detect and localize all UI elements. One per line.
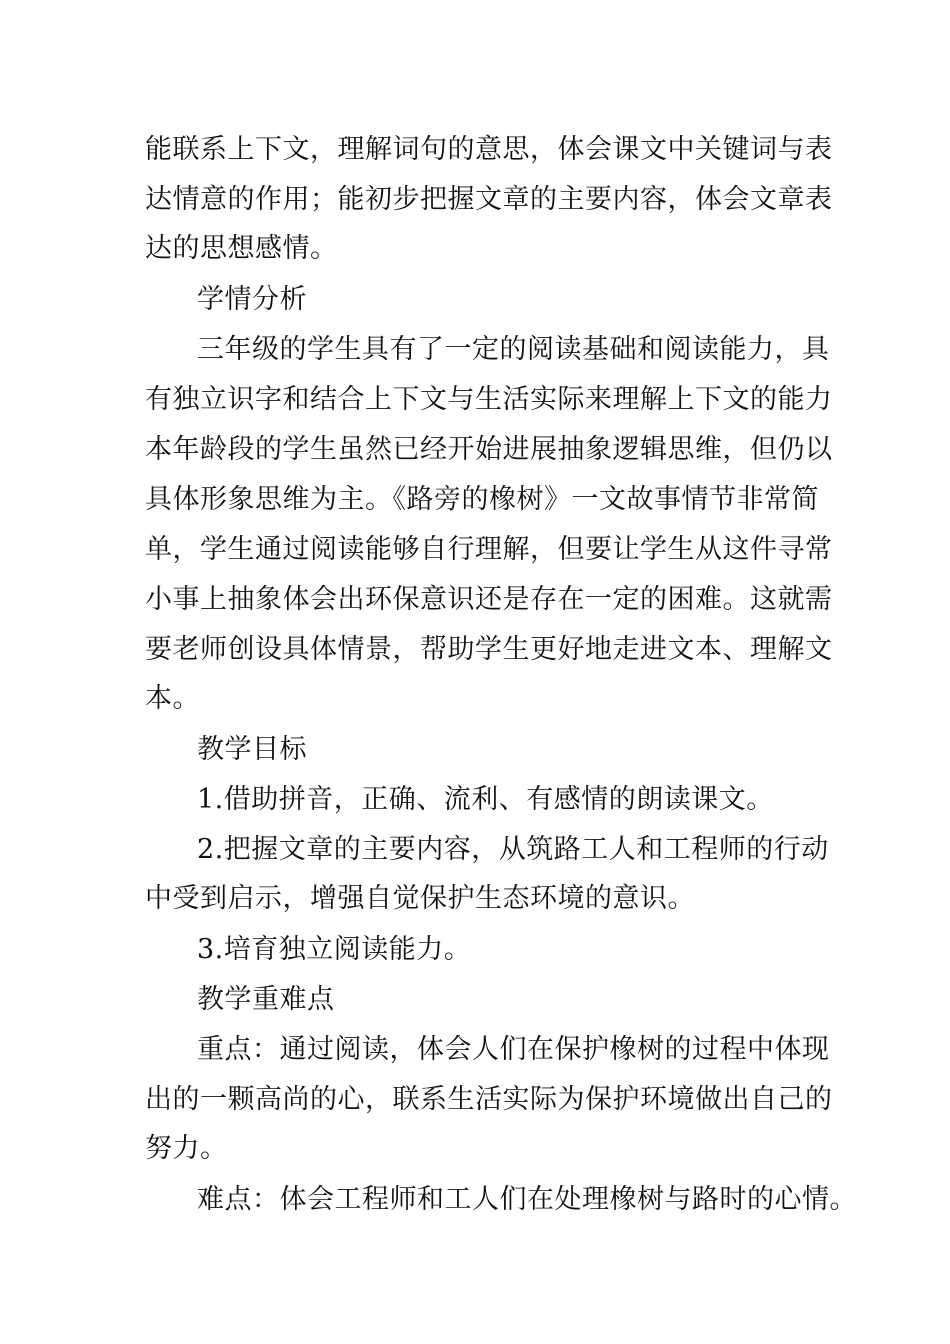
paragraph-line: 努力。 (145, 1133, 228, 1164)
paragraph-line: 具体形象思维为主。《路旁的橡树》一文故事情节非常简 (145, 484, 819, 515)
goal-item: 3.培育独立阅读能力。 (197, 934, 472, 965)
paragraph-line: 要老师创设具体情景，帮助学生更好地走进文本、理解文 (145, 634, 833, 665)
paragraph-line: 中受到启示，增强自觉保护生态环境的意识。 (145, 883, 695, 914)
paragraph-line: 本。 (145, 683, 200, 714)
section-heading-learning-analysis: 学情分析 (197, 284, 307, 315)
key-point-line: 重点：通过阅读，体会人们在保护橡树的过程中体现 (197, 1034, 830, 1065)
paragraph-line: 三年级的学生具有了一定的阅读基础和阅读能力，具 (197, 334, 830, 365)
paragraph-line: 小事上抽象体会出环保意识还是存在一定的困难。这就需 (145, 584, 833, 615)
paragraph-line: 达的思想感情。 (145, 233, 338, 264)
section-heading-key-points: 教学重难点 (197, 984, 335, 1015)
goal-item: 2.把握文章的主要内容，从筑路工人和工程师的行动 (197, 834, 829, 865)
paragraph-line: 出的一颗高尚的心，联系生活实际为保护环境做出自己的 (145, 1084, 833, 1115)
paragraph-line: 本年龄段的学生虽然已经开始进展抽象逻辑思维，但仍以 (145, 434, 833, 465)
difficulty-line: 难点：体会工程师和工人们在处理橡树与路时的心情。 (197, 1184, 857, 1215)
section-heading-teaching-goals: 教学目标 (197, 734, 307, 765)
goal-item: 1.借助拼音，正确、流利、有感情的朗读课文。 (197, 784, 774, 815)
paragraph-line: 有独立识字和结合上下文与生活实际来理解上下文的能力 (145, 384, 833, 415)
paragraph-line: 能联系上下文，理解词句的意思，体会课文中关键词与表 (145, 134, 833, 165)
paragraph-line: 达情意的作用；能初步把握文章的主要内容，体会文章表 (145, 184, 833, 215)
paragraph-line: 单，学生通过阅读能够自行理解，但要让学生从这件寻常 (145, 534, 833, 565)
